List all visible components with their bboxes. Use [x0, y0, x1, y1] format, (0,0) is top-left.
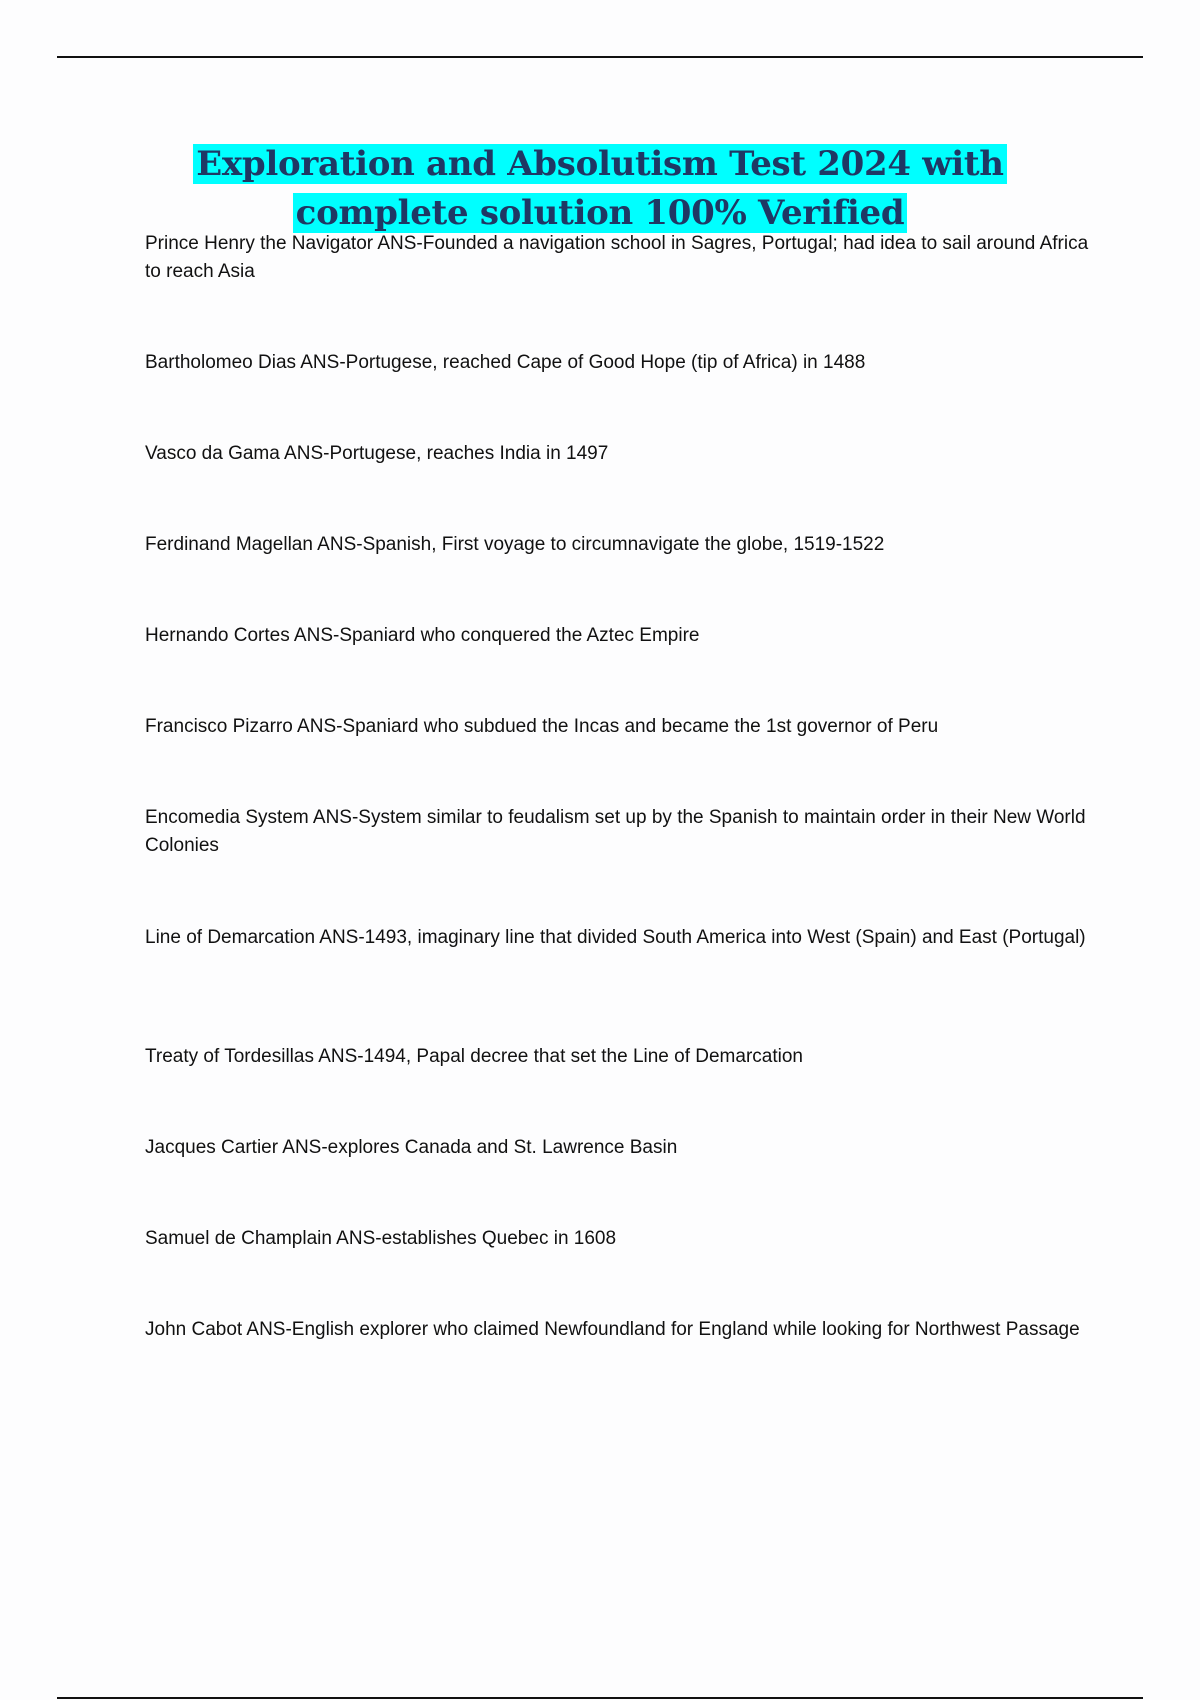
entry-line-of-demarcation: Line of Demarcation ANS-1493, imaginary line that divided South America into West (Spain) and East (Portugal)	[145, 927, 1086, 948]
entry-vasco-da-gama: Vasco da Gama ANS-Portugese, reaches India in 1497	[145, 443, 609, 464]
entry-john-cabot: John Cabot ANS-English explorer who claimed Newfoundland for England while looking for Northwest Passage	[145, 1319, 1080, 1340]
title-block	[140, 143, 1060, 241]
entry-hernando-cortes: Hernando Cortes ANS-Spaniard who conquered the Aztec Empire	[145, 625, 700, 646]
entry-bartholomeo-dias: Bartholomeo Dias ANS-Portugese, reached Cape of Good Hope (tip of Africa) in 1488	[145, 352, 866, 373]
entry-prince-henry: Prince Henry the Navigator ANS-Founded a navigation school in Sagres, Portugal; had idea to sail around Africa to reach Asia	[145, 233, 1089, 282]
entry-jacques-cartier: Jacques Cartier ANS-explores Canada and St. Lawrence Basin	[145, 1137, 678, 1158]
document-title: Exploration and Absolutism Test 2024 with complete solution 100% Verified	[193, 144, 1006, 233]
header-rule	[57, 56, 1143, 58]
entry-francisco-pizarro: Francisco Pizarro ANS-Spaniard who subdued the Incas and became the 1st governor of Peru	[145, 716, 939, 737]
entry-ferdinand-magellan: Ferdinand Magellan ANS-Spanish, First voyage to circumnavigate the globe, 1519-1522	[145, 534, 885, 555]
entry-treaty-of-tordesillas: Treaty of Tordesillas ANS-1494, Papal decree that set the Line of Demarcation	[145, 1046, 803, 1067]
footer-rule	[57, 1697, 1143, 1699]
entry-samuel-de-champlain: Samuel de Champlain ANS-establishes Quebec in 1608	[145, 1228, 617, 1249]
entry-encomedia-system: Encomedia System ANS-System similar to feudalism set up by the Spanish to maintain order in their New World Colonies	[145, 807, 1086, 856]
